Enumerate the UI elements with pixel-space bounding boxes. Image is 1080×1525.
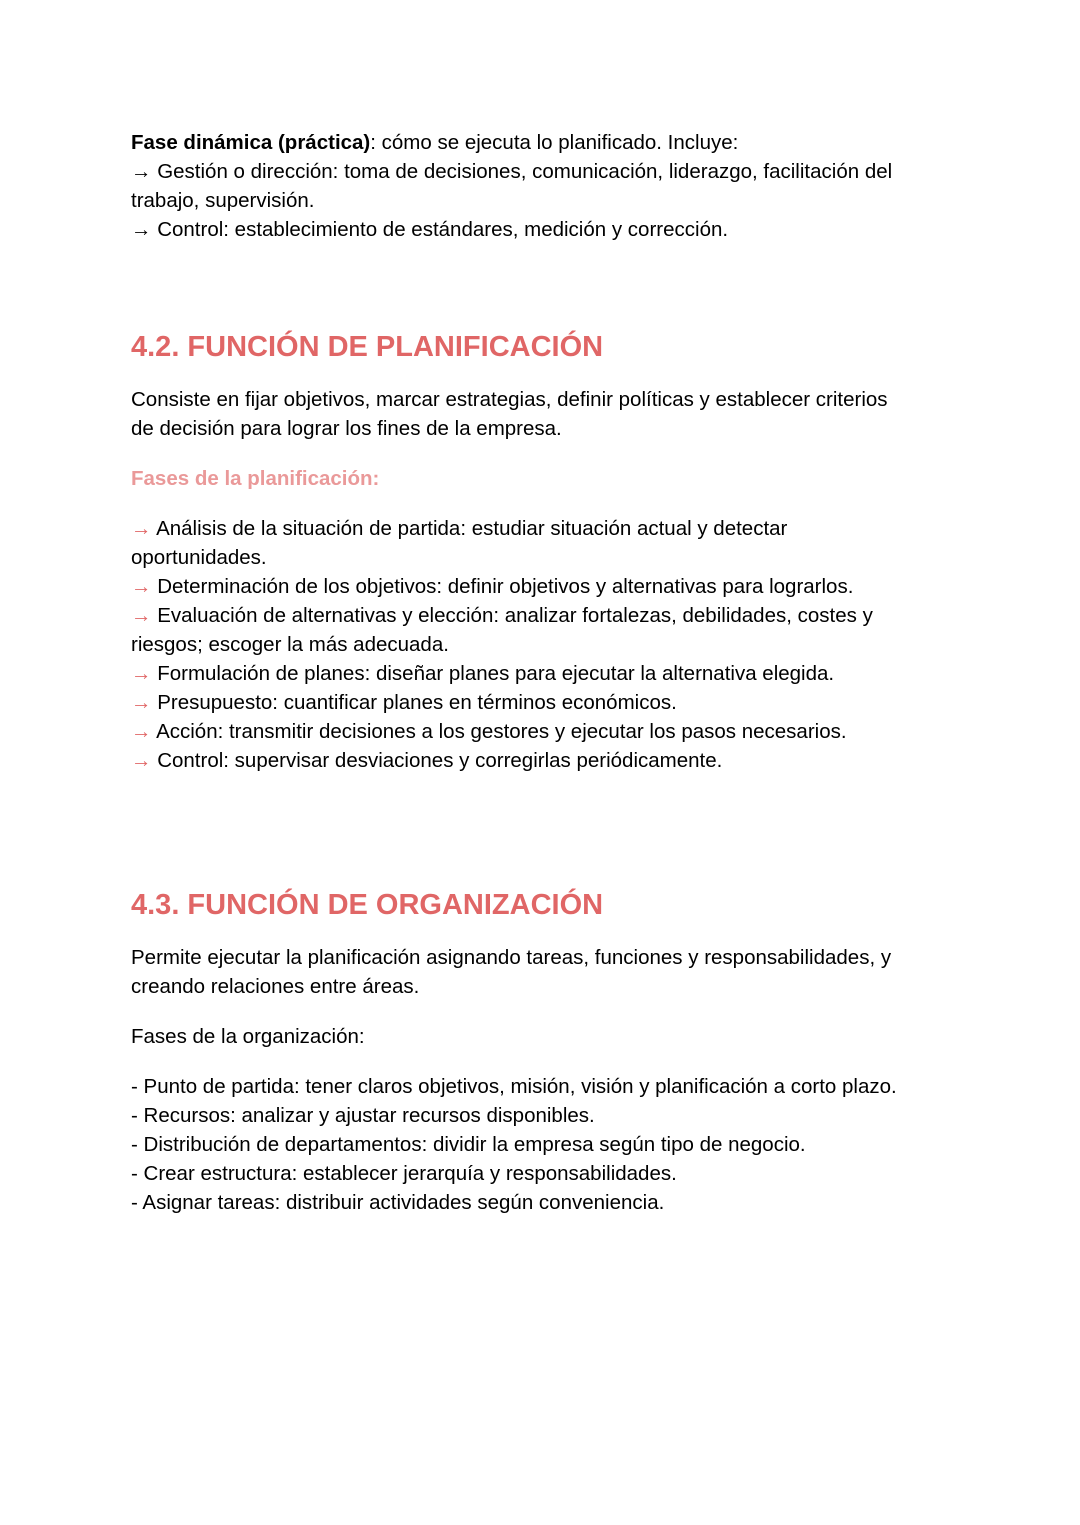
document-page [131,128,961,1217]
planificacion-phase-list [131,514,961,775]
list-item: → Formulación de planes: diseñar planes para ejecutar la alternativa elegida. [131,662,835,685]
planificacion-desc-line1: Consiste en fijar objetivos, marcar estrategias, definir políticas y establecer criterios [131,388,888,411]
section-title-organizacion: 4.3. FUNCIÓN DE ORGANIZACIÓN [131,889,604,921]
arrow-icon: → [131,749,152,772]
list-item-cont: oportunidades. [131,546,267,569]
list-item: - Asignar tareas: distribuir actividades según conveniencia. [131,1191,665,1214]
organizacion-phase-list [131,1072,961,1217]
section-title-planificacion: 4.2. FUNCIÓN DE PLANIFICACIÓN [131,331,604,363]
list-item: - Crear estructura: establecer jerarquía y responsabilidades. [131,1162,677,1185]
organizacion-desc-line1: Permite ejecutar la planificación asignando tareas, funciones y responsabilidades, y [131,946,892,969]
intro-block [131,128,961,244]
list-item: → Evaluación de alternativas y elección: analizar fortalezas, debilidades, costes y [131,604,873,627]
list-item: → Presupuesto: cuantificar planes en términos económicos. [131,691,677,714]
list-item: - Punto de partida: tener claros objetivos, misión, visión y planificación a corto plazo. [131,1075,897,1098]
arrow-icon: → [131,160,152,183]
arrow-icon: → [131,720,152,743]
arrow-icon: → [131,218,152,241]
planificacion-subtitle: Fases de la planificación: [131,467,380,490]
arrow-icon: → [131,662,152,685]
intro-lead-bold: Fase dinámica (práctica) [131,131,371,154]
intro-item-1: → Gestión o dirección: toma de decisiones, comunicación, liderazgo, facilitación del [131,160,893,183]
list-item: → Control: supervisar desviaciones y corregirlas periódicamente. [131,749,723,772]
intro-item-2: → Control: establecimiento de estándares, medición y corrección. [131,218,729,241]
list-item-cont: riesgos; escoger la más adecuada. [131,633,449,656]
list-item: → Análisis de la situación de partida: estudiar situación actual y detectar [131,517,788,540]
arrow-icon: → [131,575,152,598]
list-item: - Recursos: analizar y ajustar recursos disponibles. [131,1104,595,1127]
arrow-icon: → [131,517,152,540]
list-item: → Determinación de los objetivos: definir objetivos y alternativas para lograrlos. [131,575,854,598]
intro-lead [131,128,961,157]
list-item: → Acción: transmitir decisiones a los gestores y ejecutar los pasos necesarios. [131,720,847,743]
organizacion-subtitle: Fases de la organización: [131,1025,365,1048]
arrow-icon: → [131,691,152,714]
planificacion-desc-line2: de decisión para lograr los fines de la empresa. [131,417,562,440]
list-item: - Distribución de departamentos: dividir la empresa según tipo de negocio. [131,1133,806,1156]
intro-item-1-cont: trabajo, supervisión. [131,189,315,212]
intro-lead-rest: : cómo se ejecuta lo planificado. Incluye: [370,131,739,154]
arrow-icon: → [131,604,152,627]
organizacion-desc-line2: creando relaciones entre áreas. [131,975,420,998]
